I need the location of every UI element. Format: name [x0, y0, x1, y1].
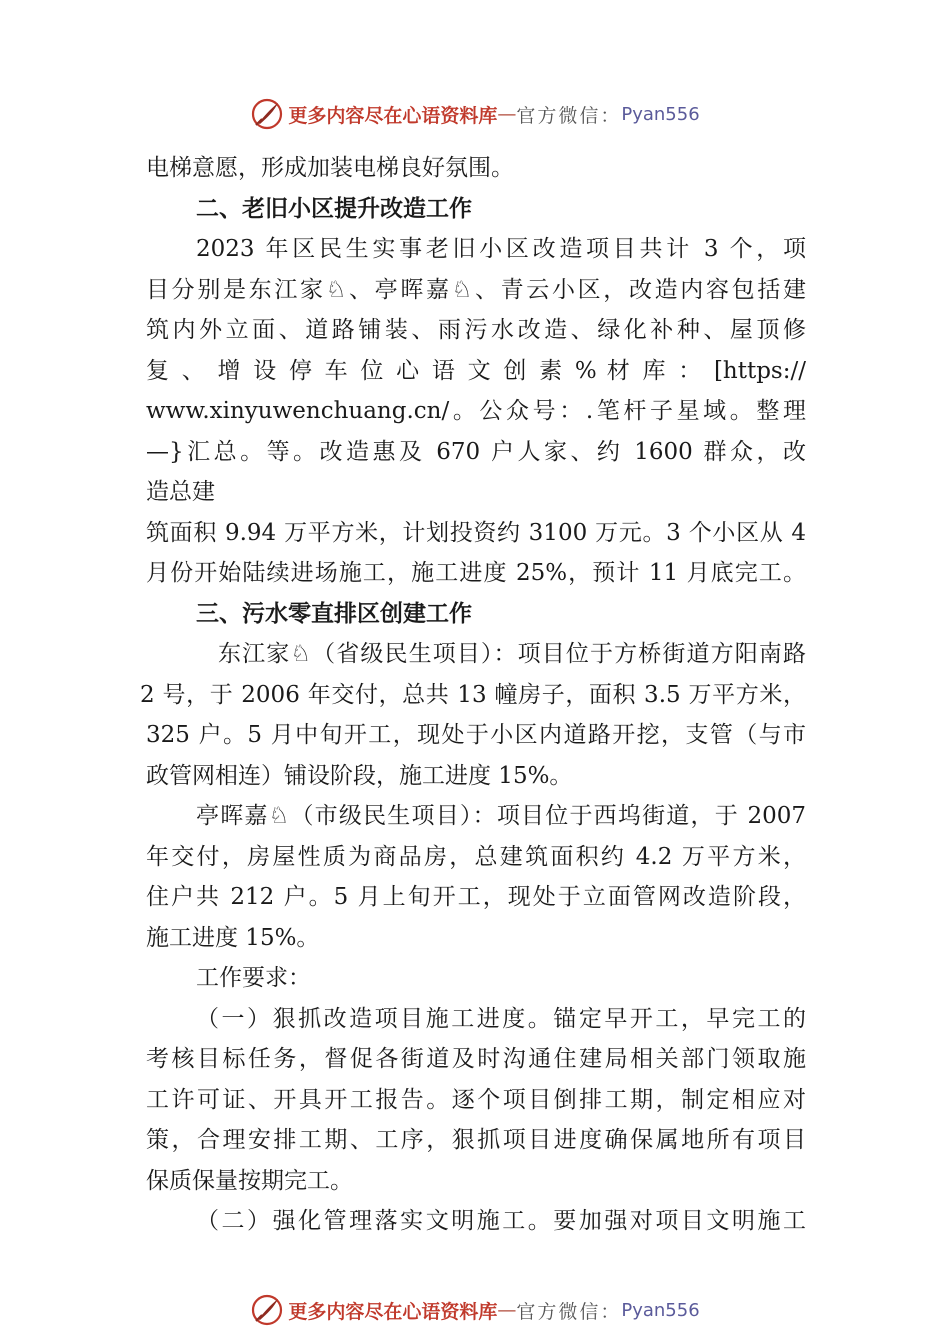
banner-wechat-label: 官方微信： [516, 104, 622, 127]
paragraph-line: 电梯意愿，形成加装电梯良好氛围。 [146, 155, 514, 181]
paragraph-line: 政管网相连）铺设阶段，施工进度 15%。 [146, 762, 573, 789]
paragraph-line: 考核目标任务，督促各街道及时沟通住建局相关部门领取施 [146, 1046, 806, 1072]
paragraph-line: 复 、 增 设 停 车 位 心 语 文 创 素 % 材 库 ： [https:// [146, 357, 806, 384]
paragraph-line: 2023 年区民生实事老旧小区改造项目共计 3 个，项 [196, 236, 806, 262]
feather-pen-logo-icon [250, 97, 284, 131]
paragraph-line: 筑面积 9.94 万平方米，计划投资约 3100 万元。3 个小区从 4 [146, 519, 806, 546]
paragraph-line: 造总建 [146, 479, 215, 505]
watermark-banner-bottom [0, 1290, 950, 1330]
paragraph-line: www.xinyuwenchuang.cn/。公众号：.笔杆子星域。整理 [146, 398, 806, 424]
paragraph-line: —}汇总。等。改造惠及 670 户人家、约 1600 群众，改 [146, 438, 806, 465]
feather-pen-logo-icon [250, 1293, 284, 1327]
document-body [140, 148, 806, 1242]
banner-wechat-label: 官方微信： [516, 1300, 622, 1323]
paragraph-line: 年交付，房屋性质为商品房，总建筑面积约 4.2 万平方米， [146, 843, 806, 870]
banner-brand-text: 更多内容尽在心语资料库 [288, 104, 498, 127]
section-heading-3: 三、污水零直排区创建工作 [196, 600, 472, 627]
paragraph-line: （一）狠抓改造项目施工进度。锚定早开工，早完工的 [196, 1005, 806, 1032]
paragraph-line: 工作要求： [196, 965, 311, 991]
banner-dash: — [497, 1299, 517, 1321]
paragraph-line: 2 号，于 2006 年交付，总共 13 幢房子，面积 3.5 万平方米， [140, 681, 806, 708]
paragraph-line: 325 户。5 月中旬开工，现处于小区内道路开挖，支管（与市 [146, 722, 806, 748]
banner-wechat-id: Pyan556 [621, 103, 700, 125]
paragraph-line: 策，合理安排工期、工序，狠抓项目进度确保属地所有项目 [146, 1127, 806, 1153]
paragraph-line: 保质保量按期完工。 [146, 1167, 353, 1194]
watermark-banner-top [0, 94, 950, 134]
paragraph-line: （二）强化管理落实文明施工。要加强对项目文明施工 [196, 1208, 806, 1234]
banner-dash: — [497, 103, 517, 125]
banner-brand-text: 更多内容尽在心语资料库 [288, 1300, 498, 1323]
section-heading-2: 二、老旧小区提升改造工作 [196, 195, 472, 222]
paragraph-line: 工许可证、开具开工报告。逐个项目倒排工期，制定相应对 [146, 1086, 806, 1113]
banner-wechat-id: Pyan556 [621, 1299, 700, 1321]
paragraph-line: 施工进度 15%。 [146, 924, 320, 951]
paragraph-line: 筑内外立面、道路铺装、雨污水改造、绿化补种、屋顶修 [146, 317, 806, 343]
paragraph-line: 亭晖嘉♘（市级民生项目）：项目位于西坞街道，于 2007 [196, 803, 806, 829]
paragraph-line: 月份开始陆续进场施工，施工进度 25%，预计 11 月底完工。 [146, 560, 806, 586]
paragraph-line: 目分别是东江家♘、亭晖嘉♘、青云小区，改造内容包括建 [146, 276, 806, 303]
paragraph-line: 东江家♘（省级民生项目）：项目位于方桥街道方阳南路 [218, 641, 806, 667]
paragraph-line: 住户共 212 户。5 月上旬开工，现处于立面管网改造阶段， [146, 884, 806, 910]
